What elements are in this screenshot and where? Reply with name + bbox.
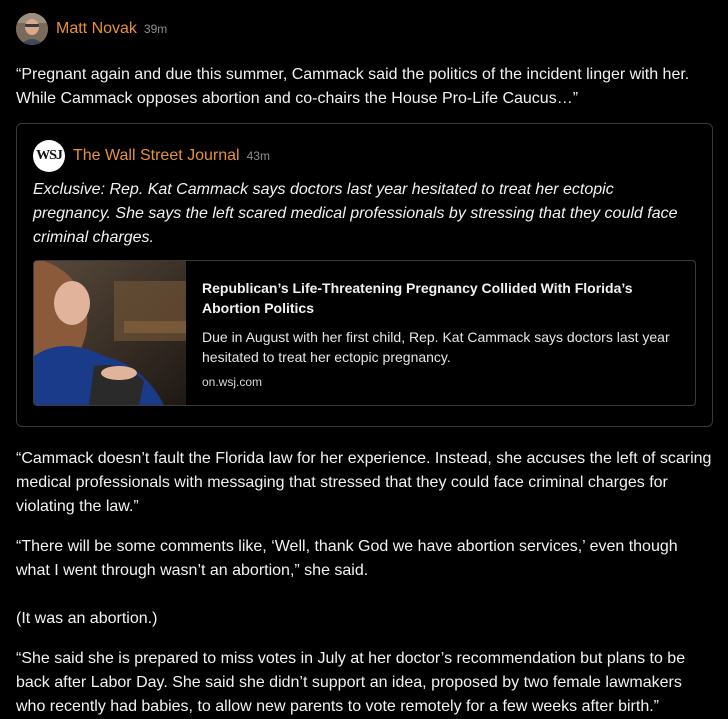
quoted-post[interactable] [16,123,713,427]
wsj-logo-icon[interactable]: WSJ [33,140,65,172]
user-avatar-icon [16,13,48,45]
link-preview-image [34,261,186,405]
quoted-post-header [33,140,696,172]
link-domain[interactable]: on.wsj.com [202,375,263,389]
quoted-author-name[interactable]: The Wall Street Journal [73,147,240,164]
post-header [16,13,712,45]
link-preview-card[interactable] [33,260,696,406]
post-paragraph-1: “Pregnant again and due this summer, Cammack said the politics of the incident linger with her. While Cammack opposes abortion and co-chairs the House Pro-Life Caucus…” [16,66,690,107]
link-description: Due in August with her first child, Rep. Kat Cammack says doctors last year hesitated to treat her ectopic pregnancy. [202,329,670,365]
post [16,13,712,719]
link-preview-body [186,261,695,405]
quoted-post-timestamp[interactable]: 43m [246,149,270,163]
avatar[interactable] [16,13,48,45]
article-photo-icon [34,261,186,405]
quoted-post-text: Exclusive: Rep. Kat Cammack says doctors last year hesitated to treat her ectopic pregnancy. She says the left scared medical professionals by stressing that they could face criminal charges. [33,181,678,246]
link-title[interactable]: Republican’s Life-Threatening Pregnancy Collided With Florida’s Abortion Politics [202,280,633,316]
post-paragraph-2: “Cammack doesn’t fault the Florida law for her experience. Instead, she accuses the left of scaring medical professionals with messaging that stressed that they could face criminal charges for violating the law.” [16,450,712,515]
post-paragraph-5: “She said she is prepared to miss votes in July at her doctor’s recommendation but plans to be back after Labor Day. She said she didn’t support an idea, proposed by two female lawmakers who recently had babies, to allow new parents to vote remotely for a few weeks after birth.” [16,650,686,715]
post-paragraph-4: (It was an abortion.) [16,610,158,627]
author-name[interactable]: Matt Novak [56,20,137,37]
post-paragraph-3: “There will be some comments like, ‘Well, thank God we have abortion services,’ even though what I went through wasn’t an abortion,” she said. [16,538,678,579]
post-timestamp[interactable]: 39m [143,22,168,36]
